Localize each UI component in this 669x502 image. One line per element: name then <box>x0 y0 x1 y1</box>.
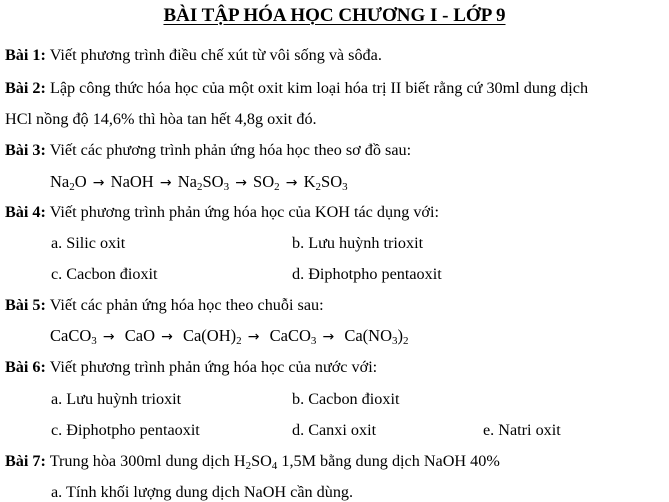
formula-caco3-2: CaCO$_3$ <box>269 326 317 347</box>
exercise-1 <box>5 45 382 65</box>
exercise-4-option-b: b. Lưu huỳnh trioxit <box>292 234 424 252</box>
exercise-2-line-2: HCl nồng độ 14,6% thì hòa tan hết 4,8g oxit đó. <box>5 110 317 128</box>
exercise-6-label: Bài 6: <box>5 358 46 376</box>
exercise-7 <box>5 451 500 471</box>
exercise-7-label: Bài 7: <box>5 452 46 470</box>
exercise-4 <box>5 202 439 222</box>
arrow-icon: → <box>247 329 260 345</box>
formula-cao: CaO <box>124 326 155 345</box>
exercise-5-label: Bài 5: <box>5 296 46 314</box>
arrow-icon: → <box>285 175 298 191</box>
arrow-icon: → <box>102 329 115 345</box>
formula-cano32: $Ca(NO_3)_2$ <box>344 326 409 347</box>
arrow-icon: → <box>161 329 173 345</box>
exercise-4-option-a: a. Silic oxit <box>51 234 126 252</box>
exercise-6 <box>5 357 377 377</box>
exercise-5-text: Viết các phản ứng hóa học theo chuỗi sau: <box>49 296 324 314</box>
exercise-6-text: Viết phương trình phản ứng hóa học của nước với: <box>49 358 378 376</box>
reaction-chain-3 <box>50 172 348 193</box>
exercise-6-option-e: e. Natri oxit <box>483 421 561 439</box>
formula-na2o: $Na_2O$ <box>50 172 87 193</box>
arrow-icon: → <box>159 175 172 191</box>
exercise-6-option-a: a. Lưu huỳnh trioxit <box>51 390 182 408</box>
formula-na2so3: $Na_2SO_3$ <box>177 172 230 193</box>
exercise-4-option-c: c. Cacbon đioxit <box>51 265 158 283</box>
arrow-icon: → <box>322 329 335 345</box>
exercise-7-option-a: a. Tính khối lượng dung dịch NaOH cần dùng. <box>51 483 354 501</box>
exercise-7-text: Trung hòa 300ml dung dịch $H_2SO_4$ 1,5M bằng dung dịch NaOH 40% <box>49 452 500 472</box>
exercise-4-option-d: d. Điphotpho pentaoxit <box>292 265 442 283</box>
formula-k2so3: $K_2SO_3$ <box>303 172 348 193</box>
exercise-3-text: Viết các phương trình phản ứng hóa học theo sơ đồ sau: <box>49 141 412 159</box>
formula-caco3: CaCO$_3$ <box>50 326 97 347</box>
formula-caoh2: $Ca(OH)_2$ <box>182 326 242 347</box>
page-title: BÀI TẬP HÓA HỌC CHƯƠNG I - LỚP 9 <box>163 5 506 26</box>
exercise-2-line-1: Lập công thức hóa học của một oxit kim loại hóa trị II biết rằng cứ 30ml dung dịch <box>49 79 589 97</box>
exercise-1-label: Bài 1: <box>5 46 46 64</box>
exercise-2 <box>5 78 588 98</box>
arrow-icon: → <box>92 175 105 191</box>
exercise-6-option-c: c. Điphotpho pentaoxit <box>51 421 200 439</box>
exercise-5 <box>5 295 324 315</box>
formula-naoh: NaOH <box>110 172 154 191</box>
exercise-3 <box>5 140 411 160</box>
reaction-chain-5 <box>50 326 409 347</box>
exercise-4-label: Bài 4: <box>5 203 46 221</box>
exercise-1-text: Viết phương trình điều chế xút từ vôi sống và sôđa. <box>49 46 382 64</box>
exercise-2-label: Bài 2: <box>5 79 46 97</box>
exercise-6-option-b: b. Cacbon đioxit <box>292 390 400 408</box>
exercise-3-label: Bài 3: <box>5 141 46 159</box>
arrow-icon: → <box>235 175 247 191</box>
formula-so2: $SO_2$ <box>253 172 280 193</box>
exercise-6-option-d: d. Canxi oxit <box>292 421 377 439</box>
exercise-4-text: Viết phương trình phản ứng hóa học của KOH tác dụng với: <box>49 203 439 221</box>
